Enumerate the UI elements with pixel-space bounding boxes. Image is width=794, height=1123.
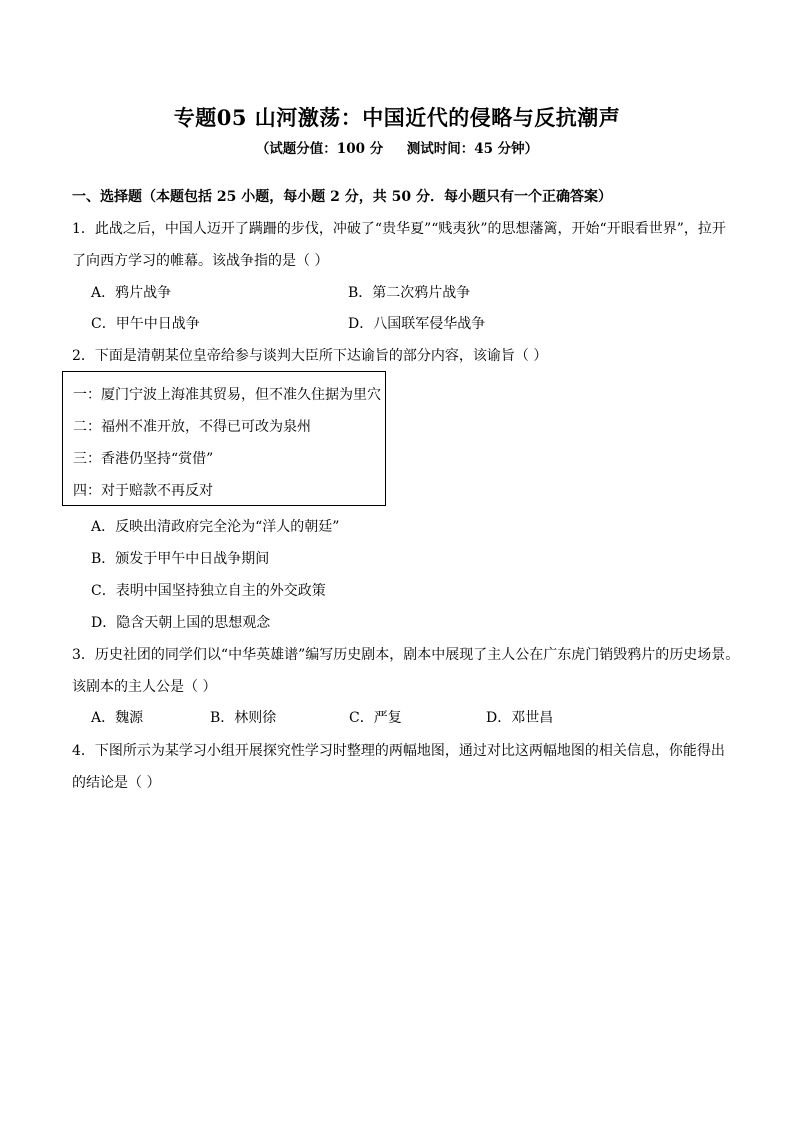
edict-line-1: 一：厦门宁波上海准其贸易，但不准久住据为里穴 (73, 387, 381, 403)
question-1-text-line-2: 了向西方学习的帷幕。该战争指的是（ ） (72, 253, 329, 269)
question-3-text-line-2: 该剧本的主人公是（ ） (72, 679, 217, 695)
question-3-text-line-1: 3．历史社团的同学们以“中华英雄谱”编写历史剧本，剧本中展现了主人公在广东虎门销毁鸦片的历史场景。 (72, 647, 740, 663)
question-2-option-d: D．隐含天朝上国的思想观念 (91, 615, 271, 631)
question-1-option-a: A．鸦片战争 (91, 285, 172, 301)
question-1-text-line-1: 1．此战之后，中国人迈开了蹒跚的步伐，冲破了“贵华夏”“贱夷狄”的思想藩篱，开始“开眼看世界”，拉开 (72, 221, 726, 237)
question-2-option-a: A．反映出清政府完全沦为“洋人的朝廷” (91, 519, 340, 535)
section-heading: 一、选择题（本题包括 25 小题，每小题 2 分，共 50 分．每小题只有一个正确答案） (72, 189, 612, 205)
question-2-text-line-1: 2．下面是清朝某位皇帝给参与谈判大臣所下达谕旨的部分内容，该谕旨（ ） (72, 348, 548, 364)
edict-excerpt-box (62, 371, 386, 506)
edict-line-4: 四：对于赔款不再反对 (73, 483, 213, 499)
question-4-text-line-2: 的结论是（ ） (72, 775, 161, 791)
question-2-option-c: C．表明中国坚持独立自主的外交政策 (91, 583, 326, 599)
question-4-text-line-1: 4．下图所示为某学习小组开展探究性学习时整理的两幅地图，通过对比这两幅地图的相关信息，你能得出 (72, 743, 725, 759)
question-1-option-b: B．第二次鸦片战争 (348, 285, 471, 301)
question-1-option-d: D．八国联军侵华战争 (348, 316, 486, 332)
question-3-option-d: D．邓世昌 (486, 710, 554, 726)
question-2-option-b: B．颁发于甲午中日战争期间 (91, 551, 270, 567)
page-title: 专题05 山河激荡：中国近代的侵略与反抗潮声 (173, 105, 621, 130)
question-3-option-a: A．魏源 (91, 710, 144, 726)
question-1-option-c: C．甲午中日战争 (91, 316, 200, 332)
edict-line-2: 二：福州不准开放，不得已可改为泉州 (73, 419, 311, 435)
exam-info: （试题分值：100 分 测试时间：45 分钟） (255, 141, 539, 157)
question-3-option-c: C．严复 (349, 710, 402, 726)
question-3-option-b: B．林则徐 (210, 710, 277, 726)
edict-line-3: 三：香港仍坚持“赏借” (73, 451, 214, 467)
